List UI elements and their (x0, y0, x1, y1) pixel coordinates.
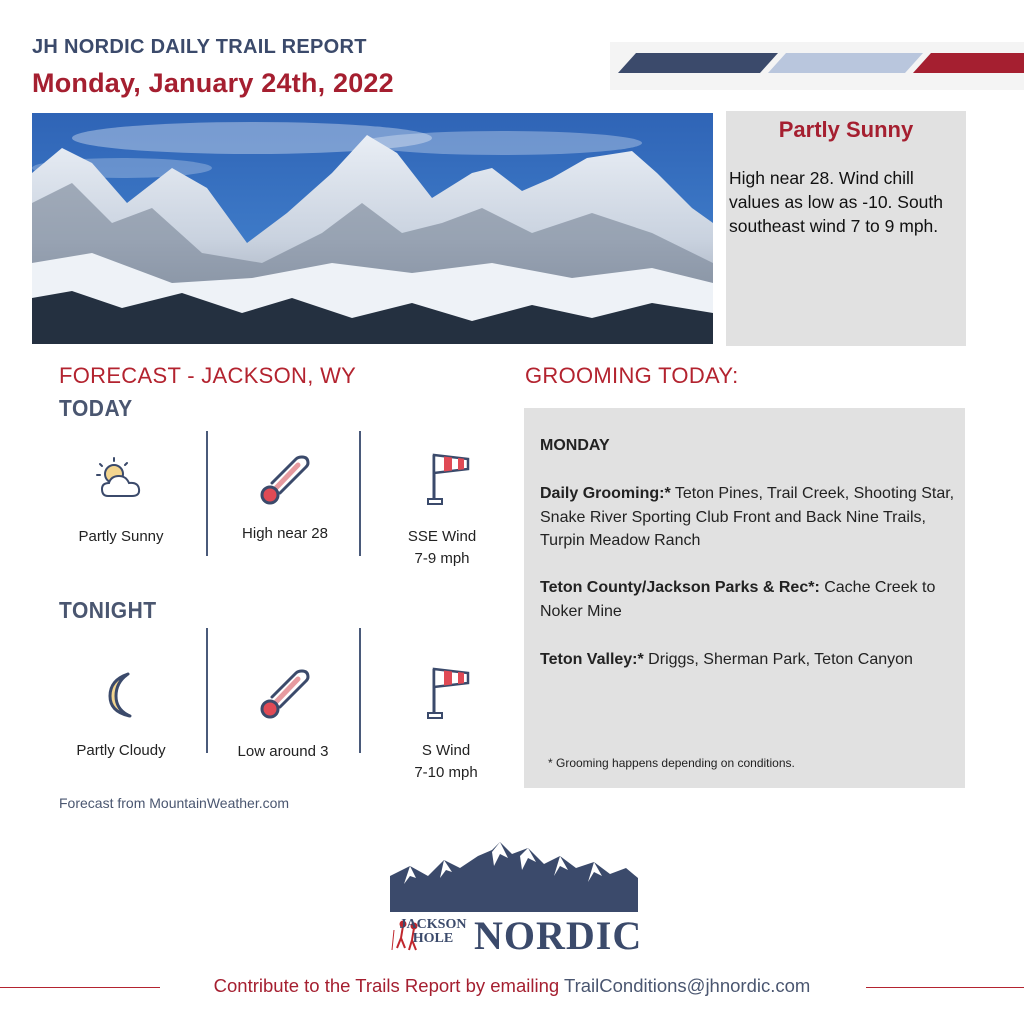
tonight-low-label: Low around 3 (237, 743, 329, 760)
today-divider-2 (359, 431, 361, 556)
grooming-heading: GROOMING TODAY: (525, 363, 739, 388)
today-heading: TODAY (59, 396, 133, 422)
today-high-label: High near 28 (242, 525, 328, 542)
moon-icon (100, 670, 144, 720)
grooming-entry-parks (540, 576, 960, 623)
grooming-entry-label: Daily Grooming:* (540, 485, 671, 502)
grooming-day: MONDAY (540, 437, 610, 454)
tonight-wind-label: S Wind (421, 742, 471, 759)
tonight-heading: TONIGHT (59, 598, 157, 624)
grooming-entry-text: Driggs, Sherman Park, Teton Canyon (643, 651, 913, 668)
grooming-entry-label: Teton County/Jackson Parks & Rec*: (540, 579, 820, 596)
teton-mountains-photo (32, 113, 713, 344)
tonight-divider-2 (359, 628, 361, 753)
grooming-entry-text: Cache Creek to Noker Mine (540, 579, 936, 620)
conditions-text: High near 28. Wind chill values as low as -10. South southeast wind 7 to 9 mph. (729, 168, 944, 236)
tonight-wind-speed: 7-10 mph (414, 764, 478, 781)
thermometer-icon (258, 665, 314, 721)
forecast-heading: FORECAST - JACKSON, WY (59, 363, 357, 388)
footer-text: Contribute to the Trails Report by emailing (213, 975, 564, 996)
today-condition-label: Partly Sunny (78, 528, 164, 545)
tonight-condition-label: Partly Cloudy (76, 742, 166, 759)
report-title: JH NORDIC DAILY TRAIL REPORT (32, 36, 367, 58)
grooming-entry-teton-valley (540, 648, 960, 672)
thermometer-icon (258, 451, 314, 507)
windsock-icon (424, 665, 472, 721)
grooming-footnote: * Grooming happens depending on conditions. (548, 756, 795, 770)
logo-line-hole: HOLE (412, 931, 454, 946)
windsock-icon (424, 451, 472, 507)
jackson-hole-nordic-logo (388, 838, 643, 958)
footer-email-link[interactable]: TrailConditions@jhnordic.com (563, 975, 811, 996)
grooming-entry-label: Teton Valley:* (540, 651, 644, 668)
logo-nordic-word: NORDIC (474, 913, 643, 958)
today-wind-label: SSE Wind (407, 528, 477, 545)
grooming-entry-text: Teton Pines, Trail Creek, Shooting Star, Snake River Sporting Club Front and Back Nine Trails, Turpin Meadow Ranch (540, 485, 955, 549)
logo-line-jackson: JACKSON (399, 917, 467, 932)
today-divider-1 (206, 431, 208, 556)
tonight-divider-1 (206, 628, 208, 753)
report-date: Monday, January 24th, 2022 (32, 68, 394, 98)
footer-contribute (0, 975, 1024, 997)
header-stripes (618, 53, 1024, 74)
grooming-entry-daily (540, 482, 960, 553)
forecast-source: Forecast from MountainWeather.com (59, 795, 290, 811)
conditions-title: Partly Sunny (778, 117, 914, 142)
today-wind-speed: 7-9 mph (414, 550, 470, 567)
partly-sunny-icon (92, 456, 152, 504)
